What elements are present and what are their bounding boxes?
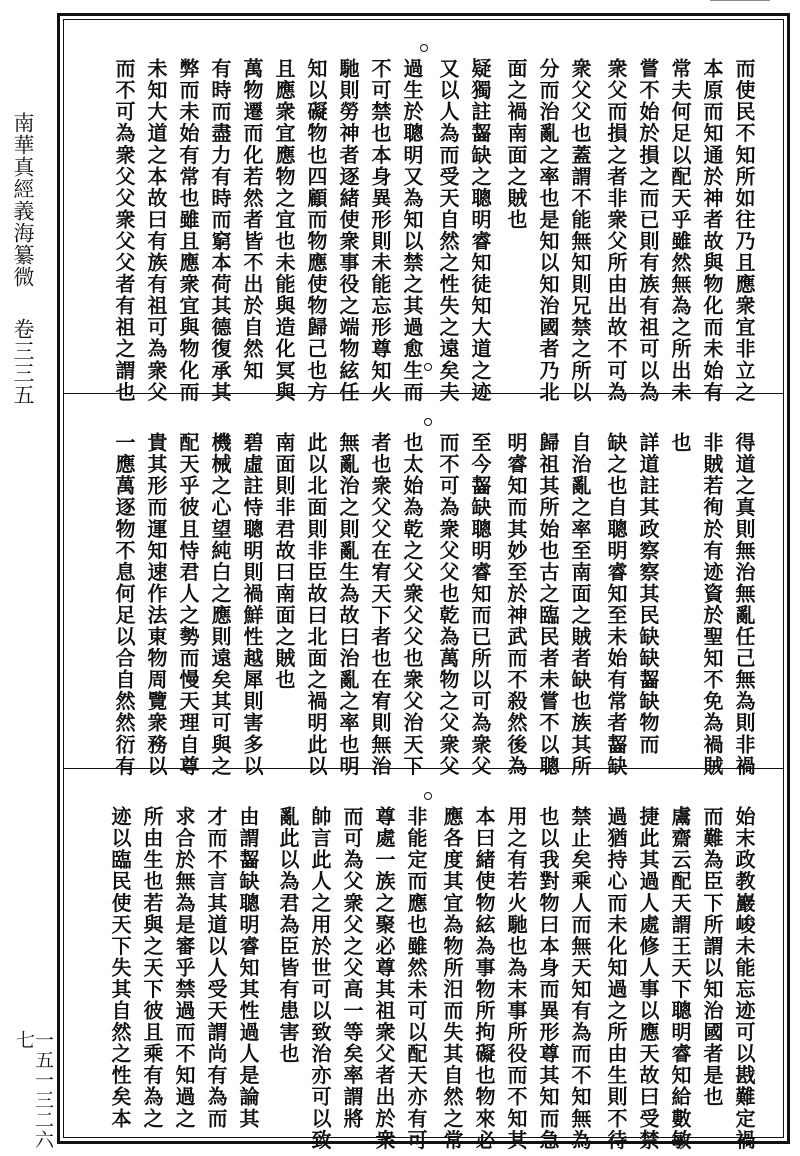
text-column: 馳則勞神者逐緒使衆事役之端物絃任 (336, 58, 360, 403)
text-panel-2 (80, 432, 770, 777)
volume-label: 卷三三五 (11, 318, 35, 406)
text-column: 無亂治之則亂生為故曰治亂之率也明 (336, 432, 360, 777)
text-column: 捷此其過人處修人事以應天故曰受禁 (636, 806, 660, 1151)
text-column: 萬物遷而化若然者皆不出於自然知 (240, 58, 264, 382)
text-column: 未知大道之本故曰有族有祖可為衆父 (144, 58, 168, 403)
text-column: 至今齧缺聰明睿知而已所以可為衆父 (468, 432, 492, 777)
text-column: 疑獨註齧缺之聰明睿知徒知大道之迹 (468, 58, 492, 403)
text-column: 非能定而應也雖然未可以配天亦有可 (404, 806, 428, 1151)
text-column: 過生於聰明又為知以禁之其過愈生而 (400, 58, 424, 403)
text-column: 貴其形而運知速作法東物周覽衆務以 (144, 432, 168, 777)
text-column: 機械之心望純白之應則遠矣其可與之 (208, 432, 232, 777)
page-number: 一五一三二六七 (13, 1030, 54, 1150)
text-column: 非賊若徇於有迹資於聖知不免為禍賊 (700, 432, 724, 777)
text-column: 明睿知而其妙至於神武而不殺然後為 (504, 432, 528, 777)
text-column: 自治亂之率至南面之賊者缺也族其所 (568, 432, 592, 777)
text-panel-1 (80, 58, 770, 403)
text-column: 碧虛註恃聰明則禍鮮性越犀則害多以 (240, 432, 264, 777)
text-column: 也以我對物曰本身而異形尊其知而急 (536, 806, 560, 1151)
text-column: 也 (668, 432, 692, 454)
text-column: 南面則非君故曰南面之賊也 (272, 432, 296, 691)
text-column: 者也衆父父在宥天下者也在宥則無治 (368, 432, 392, 777)
text-column: 歸祖其所始也古之臨民者未嘗不以聰 (536, 432, 560, 777)
text-column: 面之禍南面之賊也 (504, 58, 528, 231)
text-column: 弊而未始有常也雖且應衆宜與物化而 (176, 58, 200, 403)
text-column: 帥言此人之用於世可以致治亦可以致 (308, 806, 332, 1151)
text-column: 又以人為而受天自然之性失之遠矣夫 (436, 58, 460, 403)
text-column: 用之有若火馳也為末事所役而不知其 (504, 806, 528, 1151)
text-column: 而可為父衆父之父高一等矣率謂將 (340, 806, 364, 1130)
punctuation-circle (424, 418, 432, 426)
text-column: 過猶持心而未化知過之所由生則不待 (604, 806, 628, 1151)
text-column: 嘗不始於損之而已則有族有祖可以為 (636, 58, 660, 403)
text-column: 本曰緒使物絃為事物所拘礙也物來必 (472, 806, 496, 1151)
text-column: 而使民不知所如往乃且應衆宜非立之 (732, 58, 756, 403)
text-column: 所由生也若與之天下彼且乘有為之 (140, 806, 164, 1130)
text-column: 本原而知通於神者故與物化而未始有 (700, 58, 724, 403)
punctuation-circle (424, 363, 432, 371)
text-column: 配天乎彼且恃君人之勢而慢天理自尊 (176, 432, 200, 777)
text-column: 而不可為衆父父衆父父者有祖之謂也 (112, 58, 136, 403)
text-column: 迹以臨民使天下失其自然之性矣本 (108, 806, 132, 1130)
text-column: 得道之真則無治無亂任己無為則非禍 (732, 432, 756, 777)
text-column: 不可禁也本身異形則未能忘形尊知火 (368, 58, 392, 403)
text-column: 而難為臣下所謂以知治國者是也 (700, 806, 724, 1108)
text-column: 有時而盡力有時而窮本荷其德復承其 (208, 58, 232, 403)
book-title: 南華真經義海纂微 (11, 112, 35, 288)
punctuation-circle (424, 792, 432, 800)
text-column: 由謂齧缺聰明睿知其性過人是論其 (236, 806, 260, 1130)
text-column: 尊處一族之聚必尊其祖衆父者出於衆 (372, 806, 396, 1151)
punctuation-circle (420, 44, 428, 52)
text-column: 禁止矣乘人而無天知有為而不知無為 (568, 806, 592, 1151)
text-column: 始末政教巖峻未能忘迹可以戡難定禍 (732, 806, 756, 1151)
text-column: 且應衆宜應物之宜也未能與造化冥與 (272, 58, 296, 403)
text-column: 應各度其宜為物所汨而失其自然之常 (440, 806, 464, 1151)
text-column: 而不可為衆父父也乾為萬物之父衆父 (436, 432, 460, 777)
text-column: 衆父父也蓋謂不能無知則兄禁之所以 (568, 58, 592, 403)
scan-edge-mark (710, 0, 770, 1)
text-column: 知以礙物也四顧而物應使物歸己也方 (304, 58, 328, 403)
text-column: 詳道註其政察察其民缺缺齧缺物而 (636, 432, 660, 756)
text-panel-3 (80, 806, 770, 1151)
text-column: 缺之也自聰明睿知至未始有常者齧缺 (604, 432, 628, 777)
text-column: 亂此以為君為臣皆有患害也 (276, 806, 300, 1065)
text-column: 也太始為乾之父衆父父也衆父治天下 (400, 432, 424, 777)
text-column: 一應萬逐物不息何足以合自然然衍有 (112, 432, 136, 777)
text-column: 衆父而損之者非衆父所由出故不可為 (604, 58, 628, 403)
text-column: 鬳齋云配天謂王天下聰明睿知給數敏 (668, 806, 692, 1151)
text-column: 分而治亂之率也是知以知治國者乃北 (536, 58, 560, 403)
text-column: 常夫何足以配天乎雖然無為之所出未 (668, 58, 692, 403)
text-column: 此以北面則非臣故曰北面之禍明此以 (304, 432, 328, 777)
text-column: 求合於無為是審乎禁過而不知過之 (172, 806, 196, 1130)
text-column: 才而不言其道以人受天謂尚有為而 (204, 806, 228, 1130)
